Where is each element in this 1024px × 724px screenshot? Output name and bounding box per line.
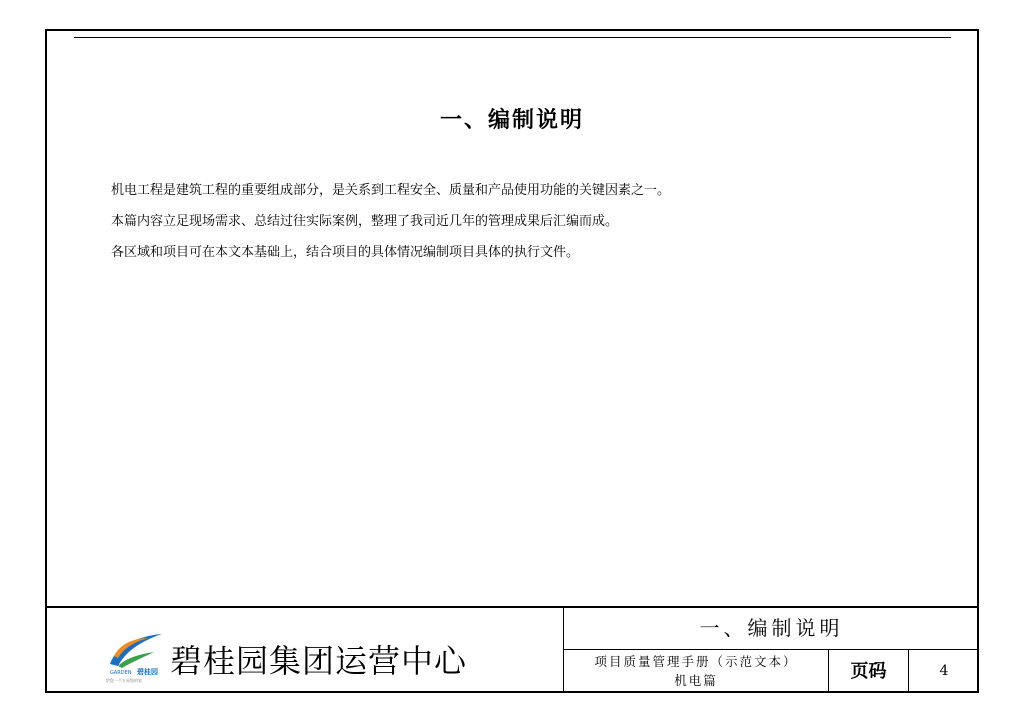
logo-slogan: 给您一个五星级的家 [106, 678, 142, 683]
header-rule [74, 37, 951, 38]
company-logo [104, 628, 170, 684]
paragraph: 各区域和项目可在本文本基础上，结合项目的具体情况编制项目具体的执行文件。 [111, 245, 580, 260]
page-heading: 一、编制说明 [439, 108, 584, 133]
document-title-line: 机电篇 [674, 673, 718, 688]
footer-section-title: 一、编制说明 [699, 616, 844, 640]
paragraph: 本篇内容立足现场需求、总结过往实际案例，整理了我司近几年的管理成果后汇编而成。 [111, 214, 619, 229]
body-text [111, 175, 931, 268]
logo-swoosh-blue [110, 634, 162, 666]
paragraph: 机电工程是建筑工程的重要组成部分，是关系到工程安全、质量和产品使用功能的关键因素之一。 [111, 183, 671, 198]
logo-brand-cn: 碧桂园 [137, 668, 158, 676]
page-number-label: 页码 [850, 661, 887, 682]
logo-brand-en: GARDEN [110, 670, 132, 676]
page-number: 4 [939, 663, 949, 679]
document-title [564, 652, 828, 690]
document-title-line: 项目质量管理手册（示范文本） [594, 654, 798, 669]
organization-name: 碧桂园集团运营中心 [170, 642, 468, 680]
